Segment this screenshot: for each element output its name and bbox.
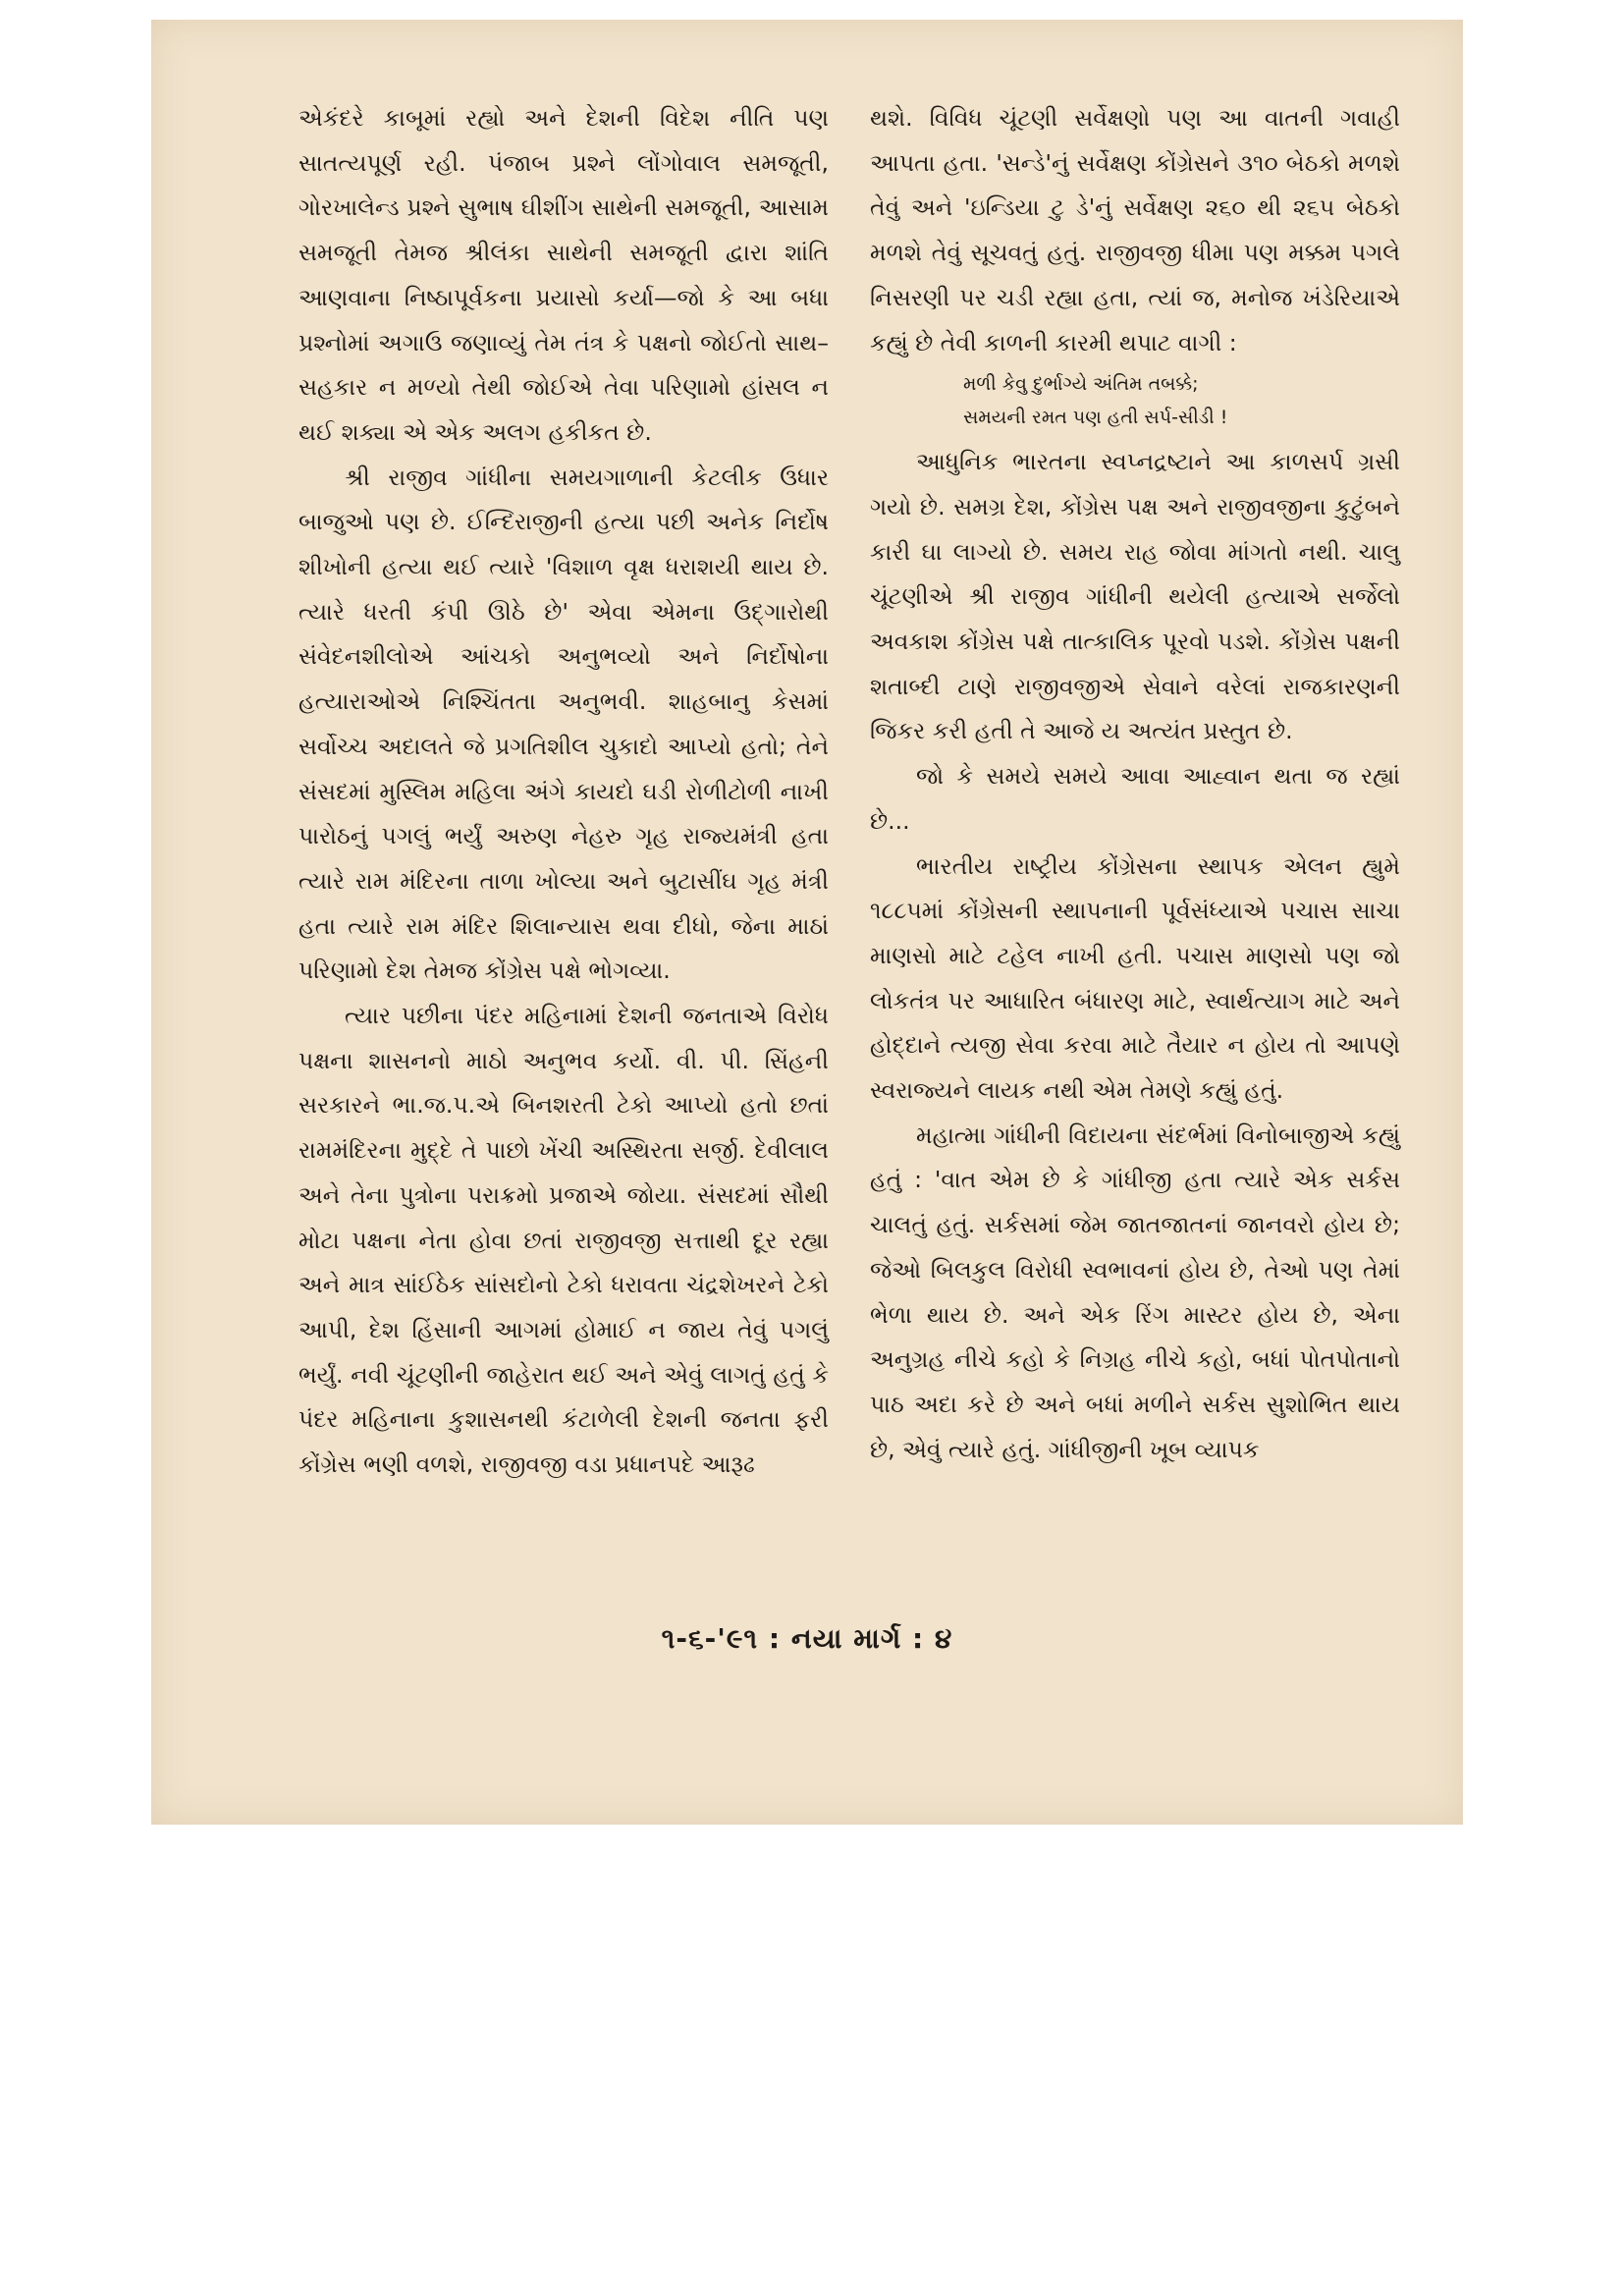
verse-line: સમયની રમત પણ હતી સર્પ-સીડી ! <box>963 407 1228 429</box>
paragraph: ત્યાર પછીના પંદર મહિનામાં દેશની જનતાએ વિરોધ પક્ષના શાસનનો માઠો અનુભવ કર્યો. વી. પી. સિંહની સરકારને ભા.જ.પ.એ બિનશરતી ટેકો આપ્યો હતો છતાં રામમંદિરના મુદ્દે તે પાછો ખેંચી અસ્થિરતા સર્જી. દેવીલાલ અને તેના પુત્રોના પરાક્રમો પ્રજાએ જોયા. સંસદમાં સૌથી મોટા પક્ષના નેતા હોવા છતાં રાજીવજી સત્તાથી દૂર રહ્યા અને માત્ર સાંઈઠેક સાંસદોનો ટેકો ધરાવતા ચંદ્રશેખરને ટેકો આપી, દેશ હિંસાની આગમાં હોમાઈ ન જાય તેવું પગલું ભર્યું. નવી ચૂંટણીની જાહેરાત થઈ અને એવું લાગતું હતું કે પંદર મહિનાના કુશાસનથી કંટાળેલી દેશની જનતા ફરી કોંગ્રેસ ભણી વળશે, રાજીવજી વડા પ્રધાનપદે આરૂઢ <box>298 1002 829 1479</box>
paragraph: જો કે સમયે સમયે આવા આહ્વાન થતા જ રહ્યાં છે... <box>870 762 1400 835</box>
verse-quote <box>870 367 1400 434</box>
left-column <box>298 96 829 1488</box>
paragraph: ભારતીય રાષ્ટ્રીય કોંગ્રેસના સ્થાપક એલન હ્યુમે ૧૮૮૫માં કોંગ્રેસની સ્થાપનાની પૂર્વસંધ્યાએ પચાસ સાચા માણસો માટે ટહેલ નાખી હતી. પચાસ માણસો પણ જો લોકતંત્ર પર આધારિત બંધારણ માટે, સ્વાર્થત્યાગ માટે અને હોદ્દાને ત્યજી સેવા કરવા માટે તૈયાર ન હોય તો આપણે સ્વરાજ્યને લાયક નથી એમ તેમણે કહ્યું હતું. <box>870 851 1400 1105</box>
verse-line: મળી કેવુ દુર્ભાગ્યે અંતિમ તબક્કે; <box>963 373 1199 396</box>
paragraph: શ્રી રાજીવ ગાંધીના સમયગાળાની કેટલીક ઉધાર બાજુઓ પણ છે. ઈન્દિરાજીની હત્યા પછી અનેક નિર્દોષ શીખોની હત્યા થઈ ત્યારે 'વિશાળ વૃક્ષ ધરાશયી થાય છે. ત્યારે ધરતી કંપી ઊઠે છે' એવા એમના ઉદ્ગારોથી સંવેદનશીલોએ આંચકો અનુભવ્યો અને નિર્દોષોના હત્યારાઓએ નિશ્ચિંતતા અનુભવી. શાહબાનુ કેસમાં સર્વોચ્ચ અદાલતે જે પ્રગતિશીલ ચુકાદો આપ્યો હતો; તેને સંસદમાં મુસ્લિમ મહિલા અંગે કાયદો ઘડી રોળીટોળી નાખી પારોઠનું પગલું ભર્યું અરુણ નેહરુ ગૃહ રાજ્યમંત્રી હતા ત્યારે રામ મંદિરના તાળા ખોલ્યા અને બુટાસીંઘ ગૃહ મંત્રી હતા ત્યારે રામ મંદિર શિલાન્યાસ થવા દીધો, જેના માઠાં પરિણામો દેશ તેમજ કોંગ્રેસ પક્ષે ભોગવ્યા. <box>298 463 829 985</box>
paragraph: એકંદરે કાબૂમાં રહ્યો અને દેશની વિદેશ નીતિ પણ સાતત્યપૂર્ણ રહી. પંજાબ પ્રશ્ને લોંગોવાલ સમજૂતી, ગોરખાલેન્ડ પ્રશ્ને સુભાષ ઘીશીંગ સાથેની સમજૂતી, આસામ સમજૂતી તેમજ શ્રીલંકા સાથેની સમજૂતી દ્વારા શાંતિ આણવાના નિષ્ઠાપૂર્વકના પ્રયાસો કર્યા—જો કે આ બધા પ્રશ્નોમાં અગાઉ જણાવ્યું તેમ તંત્ર કે પક્ષનો જોઈતો સાથ–સહકાર ન મળ્યો તેથી જોઈએ તેવા પરિણામો હાંસલ ન થઈ શક્યા એ એક અલગ હકીકત છે. <box>298 104 829 446</box>
paragraph: થશે. વિવિધ ચૂંટણી સર્વેક્ષણો પણ આ વાતની ગવાહી આપતા હતા. 'સન્ડે'નું સર્વેક્ષણ કોંગ્રેસને ૩૧૦ બેઠકો મળશે તેવું અને 'ઇન્ડિયા ટુ ડે'નું સર્વેક્ષણ ૨૬૦ થી ૨૬૫ બેઠકો મળશે તેવું સૂચવતું હતું. રાજીવજી ધીમા પણ મક્કમ પગલે નિસરણી પર ચડી રહ્યા હતા, ત્યાં જ, મનોજ ખંડેરિયાએ કહ્યું છે તેવી કાળની કારમી થપાટ વાગી : <box>870 104 1400 356</box>
right-column <box>870 96 1400 1472</box>
paragraph: આધુનિક ભારતના સ્વપ્નદ્રષ્ટાને આ કાળસર્પ ગ્રસી ગયો છે. સમગ્ર દેશ, કોંગ્રેસ પક્ષ અને રાજીવજીના કુટુંબને કારી ઘા લાગ્યો છે. સમય રાહ જોવા માંગતો નથી. ચાલુ ચૂંટણીએ શ્રી રાજીવ ગાંધીની થયેલી હત્યાએ સર્જેલો અવકાશ કોંગ્રેસ પક્ષે તાત્કાલિક પૂરવો પડશે. કોંગ્રેસ પક્ષની શતાબ્દી ટાણે રાજીવજીએ સેવાને વરેલાં રાજકારણની જિકર કરી હતી તે આજે ય અત્યંત પ્રસ્તુત છે. <box>870 448 1400 745</box>
paragraph: મહાત્મા ગાંધીની વિદાયના સંદર્ભમાં વિનોબાજીએ કહ્યું હતું : 'વાત એમ છે કે ગાંધીજી હતા ત્યારે એક સર્કસ ચાલતું હતું. સર્કસમાં જેમ જાતજાતનાં જાનવરો હોય છે; જેઓ બિલકુલ વિરોધી સ્વભાવનાં હોય છે, તેઓ પણ તેમાં ભેળા થાય છે. અને એક રિંગ માસ્ટર હોય છે, એના અનુગ્રહ નીચે કહો કે નિગ્રહ નીચે કહો, બધાં પોતપોતાનો પાઠ અદા કરે છે અને બધાં મળીને સર્કસ સુશોભિત થાય છે, એવું ત્યારે હતું. ગાંધીજીની ખૂબ વ્યાપક <box>870 1121 1400 1463</box>
scanned-page <box>151 20 1463 1825</box>
page-footer: ૧-૬-'૯૧ : નયા માર્ગ : ૪ <box>661 1622 953 1655</box>
